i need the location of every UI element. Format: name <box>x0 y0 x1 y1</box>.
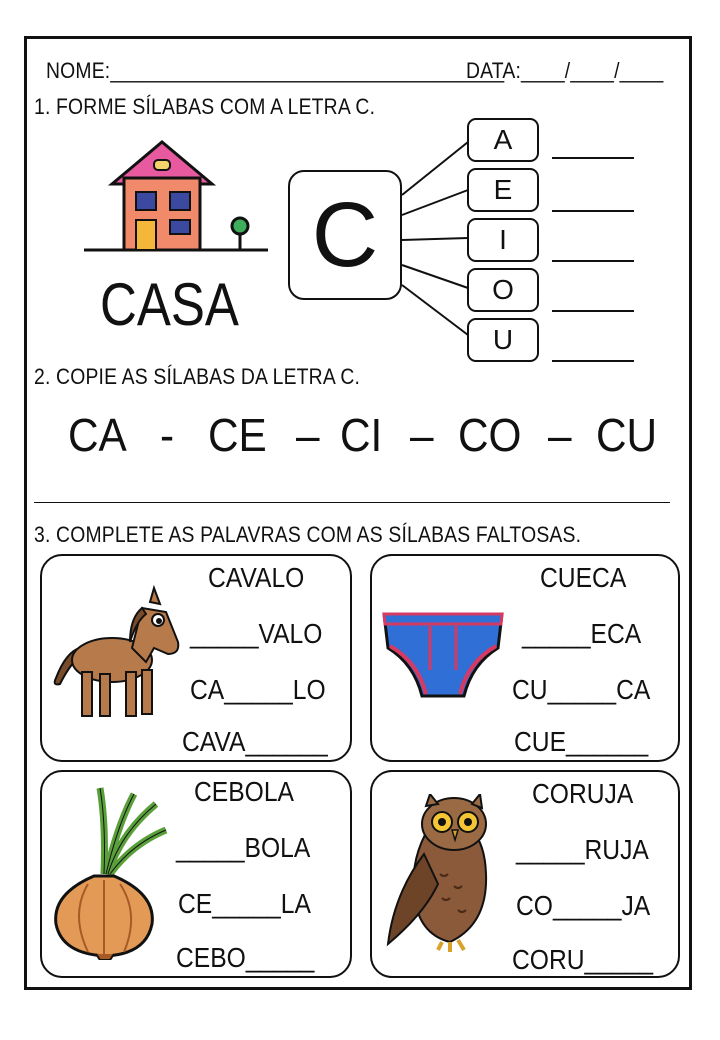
word-casa: CASA <box>100 271 239 338</box>
fill-line[interactable]: CEBO_____ <box>176 942 315 973</box>
syllable-ce: CE <box>208 409 267 461</box>
fill-line[interactable]: _____ECA <box>522 618 642 649</box>
connector-lines <box>400 130 472 360</box>
section3-title: 3. COMPLETE AS PALAVRAS COM AS SÍLABAS FALTOSAS. <box>34 522 582 547</box>
fill-line[interactable]: CAVA______ <box>182 726 328 757</box>
vowel-box-o: O <box>467 268 539 312</box>
syllable-ca: CA <box>68 409 127 461</box>
onion-icon <box>48 784 172 960</box>
fill-line[interactable]: CO_____JA <box>516 890 651 921</box>
owl-icon <box>384 794 508 954</box>
section1-title: 1. FORME SÍLABAS COM A LETRA C. <box>34 94 376 119</box>
vowel-box-i: I <box>467 218 539 262</box>
vowel-box-u: U <box>467 318 539 362</box>
section2-title: 2. COPIE AS SÍLABAS DA LETRA C. <box>34 364 361 389</box>
fill-line[interactable]: CA_____LO <box>190 674 326 705</box>
fill-line[interactable]: CUE______ <box>514 726 649 757</box>
fill-line[interactable]: _____BOLA <box>176 832 311 863</box>
answer-line-i[interactable] <box>552 260 634 262</box>
syllable-ci: CI <box>340 409 383 461</box>
answer-line-a[interactable] <box>552 157 634 159</box>
underwear-icon <box>380 608 506 700</box>
vowel-box-e: E <box>467 168 539 212</box>
syllable-sep: – <box>410 409 434 461</box>
name-field[interactable]: NOME:____________________________________ <box>46 58 505 83</box>
word-cueca: CUECA <box>540 562 627 593</box>
answer-line-o[interactable] <box>552 310 634 312</box>
syllable-cu: CU <box>596 409 658 461</box>
word-cavalo: CAVALO <box>208 562 305 593</box>
fill-line[interactable]: _____RUJA <box>516 834 649 865</box>
fill-line[interactable]: CORU_____ <box>512 944 654 975</box>
fill-line[interactable]: CE_____LA <box>178 888 311 919</box>
house-icon <box>82 134 270 254</box>
syllable-co: CO <box>458 409 522 461</box>
syllable-sep: - <box>160 409 175 461</box>
copy-line[interactable] <box>34 502 670 503</box>
word-coruja: CORUJA <box>532 778 634 809</box>
answer-line-u[interactable] <box>552 360 634 362</box>
letter-c-box: C <box>288 170 402 300</box>
date-field[interactable]: DATA:____/____/____ <box>466 58 664 83</box>
horse-icon <box>46 582 186 722</box>
fill-line[interactable]: CU_____CA <box>512 674 651 705</box>
syllable-sep: – <box>548 409 572 461</box>
fill-line[interactable]: _____VALO <box>190 618 323 649</box>
syllable-sep: – <box>296 409 320 461</box>
word-cebola: CEBOLA <box>194 776 294 807</box>
vowel-box-a: A <box>467 118 539 162</box>
answer-line-e[interactable] <box>552 210 634 212</box>
